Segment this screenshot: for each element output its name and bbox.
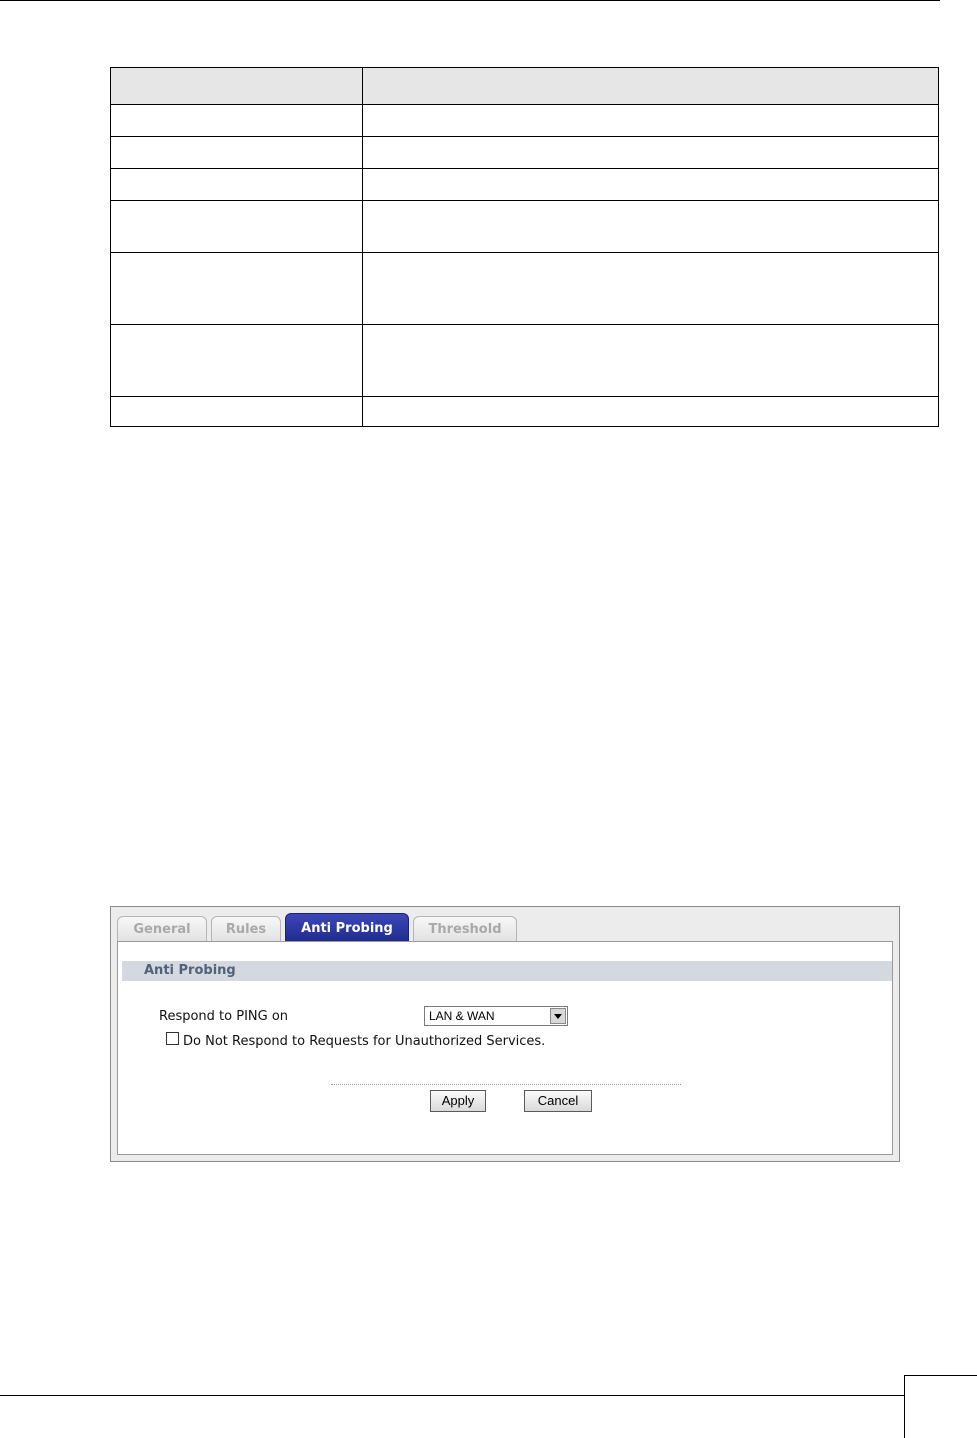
tab-anti-probing[interactable]: Anti Probing [285,913,409,943]
table-row [111,397,939,427]
tab-threshold[interactable]: Threshold [413,916,517,943]
tab-content [117,941,893,1155]
table-cell-description [363,137,939,169]
description-table [110,67,939,427]
anti-probing-screen [110,906,900,1162]
table-row [111,137,939,169]
section-title: Anti Probing [144,963,236,978]
unauthorized-services-checkbox[interactable] [166,1032,179,1045]
table-cell-description [363,105,939,137]
table-cell-description [363,169,939,201]
button-divider [331,1084,681,1085]
table-cell-label [111,325,363,397]
tab-general[interactable]: General [117,916,207,943]
table-row [111,201,939,253]
table-row [111,169,939,201]
header-rule [0,0,940,1]
page-number-box [904,1375,977,1438]
footer-rule [0,1395,904,1396]
tab-rules[interactable]: Rules [211,916,281,943]
table-header-cell [111,68,363,105]
respond-to-ping-value: LAN & WAN [429,1009,495,1023]
table-row [111,105,939,137]
apply-button[interactable]: Apply [430,1090,486,1112]
unauthorized-services-label: Do Not Respond to Requests for Unauthorized Services. [183,1034,546,1049]
table-row [111,325,939,397]
respond-to-ping-select[interactable] [424,1006,568,1026]
table-cell-label [111,137,363,169]
table-header-row [111,68,939,105]
table-header-cell [363,68,939,105]
table-row [111,253,939,325]
table-cell-label [111,253,363,325]
table-cell-description [363,201,939,253]
section-header [122,961,892,981]
table-cell-label [111,105,363,137]
table-cell-description [363,325,939,397]
table-cell-label [111,201,363,253]
table-cell-label [111,397,363,427]
table-cell-label [111,169,363,201]
chevron-down-icon[interactable] [550,1008,566,1024]
respond-to-ping-label: Respond to PING on [159,1009,289,1024]
table-cell-description [363,253,939,325]
table-cell-description [363,397,939,427]
cancel-button[interactable]: Cancel [524,1090,592,1112]
